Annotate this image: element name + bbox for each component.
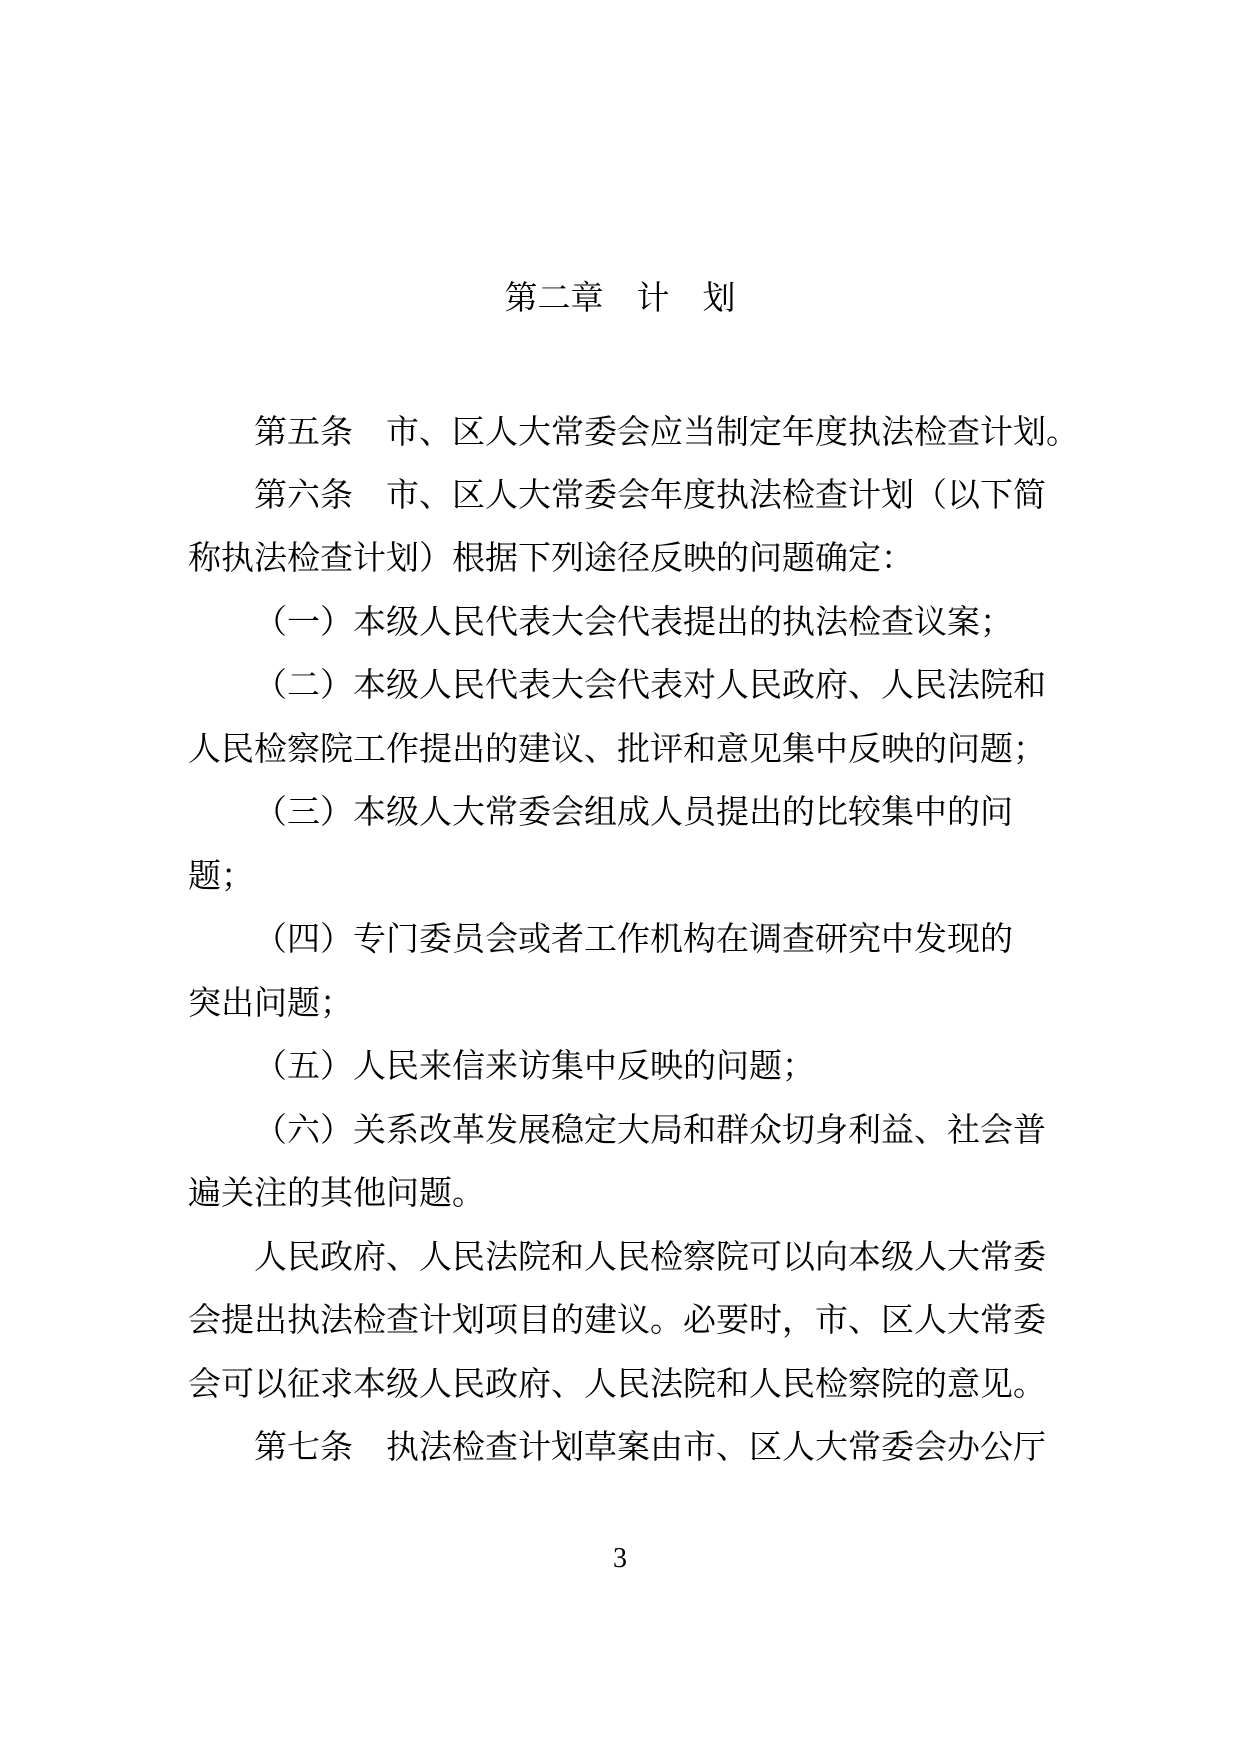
paragraph-line-3: 会可以征求本级人民政府、人民法院和人民检察院的意见。: [188, 1364, 1046, 1403]
article-6-line-1: 第六条 市、区人大常委会年度执法检查计划（以下简: [254, 475, 1046, 514]
item-2-line-1: （二）本级人民代表大会代表对人民政府、人民法院和: [254, 665, 1046, 704]
item-1-line-1: （一）本级人民代表大会代表提出的执法检查议案；: [254, 602, 1013, 641]
paragraph-line-1: 人民政府、人民法院和人民检察院可以向本级人大常委: [254, 1237, 1046, 1276]
article-6-line-2: 称执法检查计划）根据下列途径反映的问题确定：: [188, 538, 914, 577]
paragraph-line-2: 会提出执法检查计划项目的建议。必要时，市、区人大常委: [188, 1300, 1046, 1339]
article-5-line-1: 第五条 市、区人大常委会应当制定年度执法检查计划。: [254, 412, 1079, 451]
item-3-line-2: 题；: [188, 856, 254, 895]
item-4-line-1: （四）专门委员会或者工作机构在调查研究中发现的: [254, 919, 1013, 958]
page-number: 3: [613, 1543, 627, 1574]
chapter-title: 第二章 计 划: [504, 278, 736, 317]
item-3-line-1: （三）本级人大常委会组成人员提出的比较集中的问: [254, 792, 1013, 831]
item-4-line-2: 突出问题；: [188, 983, 353, 1022]
item-6-line-1: （六）关系改革发展稳定大局和群众切身利益、社会普: [254, 1110, 1046, 1149]
item-6-line-2: 遍关注的其他问题。: [188, 1173, 485, 1212]
item-5-line-1: （五）人民来信来访集中反映的问题；: [254, 1046, 815, 1085]
article-7-line-1: 第七条 执法检查计划草案由市、区人大常委会办公厅: [254, 1427, 1046, 1466]
item-2-line-2: 人民检察院工作提出的建议、批评和意见集中反映的问题；: [188, 729, 1046, 768]
